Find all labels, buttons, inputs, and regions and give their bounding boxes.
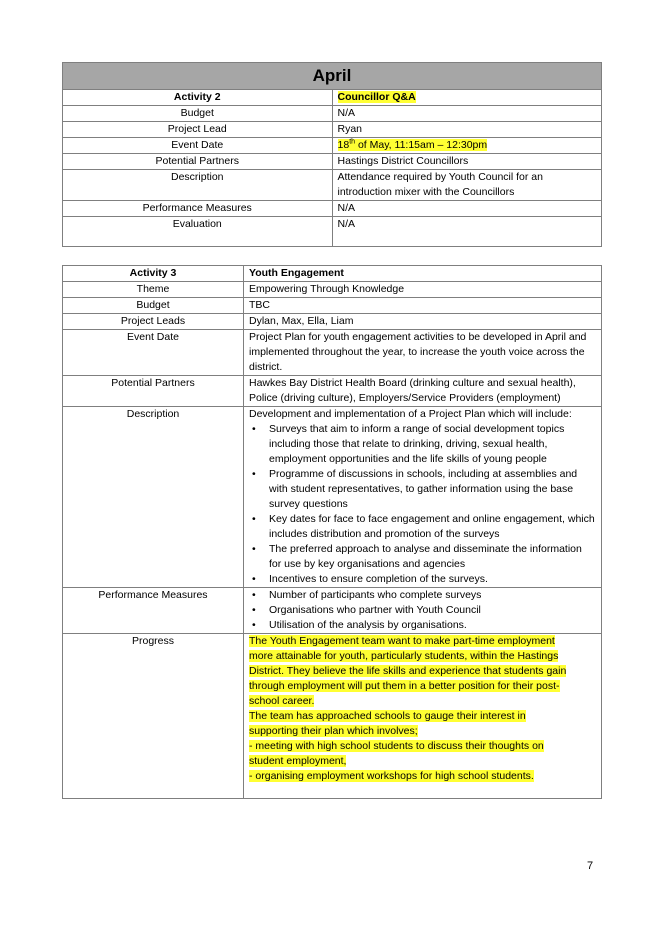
event-date3-value: Project Plan for youth engagement activities to be developed in April and implemented throughout the year, to increase the youth voice across the district. xyxy=(244,330,602,376)
progress-line: school career. xyxy=(249,695,315,707)
description3-list xyxy=(249,422,596,587)
progress-label: Progress xyxy=(63,634,244,799)
description3-intro: Development and implementation of a Project Plan which will include: xyxy=(249,408,572,420)
progress-line: student employment, xyxy=(249,755,347,767)
event-date-value: 18th of May, 11:15am – 12:30pm xyxy=(332,138,602,154)
description3-label: Description xyxy=(63,407,244,588)
partners-value: Hastings District Councillors xyxy=(332,154,602,170)
list-item: • Key dates for face to face engagement and online engagement, which includes distribution and promotion of the surveys xyxy=(269,512,596,542)
project-leads-label: Project Leads xyxy=(63,314,244,330)
description-label: Description xyxy=(63,170,333,201)
description3-value xyxy=(244,407,602,588)
activity3-label: Activity 3 xyxy=(63,266,244,282)
list-item: • The preferred approach to analyse and disseminate the information for use by key organisations and agencies xyxy=(269,542,596,572)
performance3-list xyxy=(249,588,596,633)
activity-value: Councillor Q&A xyxy=(332,90,602,106)
event-date3-label: Event Date xyxy=(63,330,244,376)
list-item: • Organisations who partner with Youth Council xyxy=(269,603,596,618)
progress-line: - organising employment workshops for high school students. xyxy=(249,770,534,782)
budget3-label: Budget xyxy=(63,298,244,314)
evaluation-value: N/A xyxy=(332,217,602,247)
list-item: • Number of participants who complete surveys xyxy=(269,588,596,603)
project-lead-value: Ryan xyxy=(332,122,602,138)
list-item: • Programme of discussions in schools, including at assemblies and with student representatives, to gather information using the base survey questions xyxy=(269,467,596,512)
activity-label: Activity 2 xyxy=(63,90,333,106)
progress-line: The Youth Engagement team want to make part-time employment xyxy=(249,635,555,647)
partners-label: Potential Partners xyxy=(63,154,333,170)
budget-label: Budget xyxy=(63,106,333,122)
performance3-label: Performance Measures xyxy=(63,588,244,634)
activity3-table xyxy=(62,265,602,799)
progress-value xyxy=(244,634,602,799)
progress-line: through employment will put them in a better position for their post- xyxy=(249,680,560,692)
list-item: • Surveys that aim to inform a range of social development topics including those that relate to drinking, driving, sexual health, employment opportunities and the life skills of young people xyxy=(269,422,596,467)
activity3-value: Youth Engagement xyxy=(244,266,602,282)
progress-line: District. They believe the life skills and experience that students gain xyxy=(249,665,567,677)
partners3-value: Hawkes Bay District Health Board (drinking culture and sexual health), Police (driving culture), Employers/Service Providers (employment) xyxy=(244,376,602,407)
evaluation-label: Evaluation xyxy=(63,217,333,247)
project-leads-value: Dylan, Max, Ella, Liam xyxy=(244,314,602,330)
list-item: • Utilisation of the analysis by organisations. xyxy=(269,618,596,633)
month-header: April xyxy=(63,63,602,90)
partners3-label: Potential Partners xyxy=(63,376,244,407)
performance-label: Performance Measures xyxy=(63,201,333,217)
performance-value: N/A xyxy=(332,201,602,217)
budget-value: N/A xyxy=(332,106,602,122)
performance3-value xyxy=(244,588,602,634)
budget3-value: TBC xyxy=(244,298,602,314)
list-item: • Incentives to ensure completion of the surveys. xyxy=(269,572,596,587)
page-number: 7 xyxy=(587,860,594,872)
april-activity-table xyxy=(62,62,602,247)
progress-line: - meeting with high school students to discuss their thoughts on xyxy=(249,740,544,752)
progress-line: more attainable for youth, particularly students, within the Hastings xyxy=(249,650,559,662)
event-date-label: Event Date xyxy=(63,138,333,154)
description-value: Attendance required by Youth Council for an introduction mixer with the Councillors xyxy=(332,170,602,201)
theme-label: Theme xyxy=(63,282,244,298)
progress-line: supporting their plan which involves; xyxy=(249,725,418,737)
progress-line: The team has approached schools to gauge their interest in xyxy=(249,710,526,722)
project-lead-label: Project Lead xyxy=(63,122,333,138)
theme-value: Empowering Through Knowledge xyxy=(244,282,602,298)
